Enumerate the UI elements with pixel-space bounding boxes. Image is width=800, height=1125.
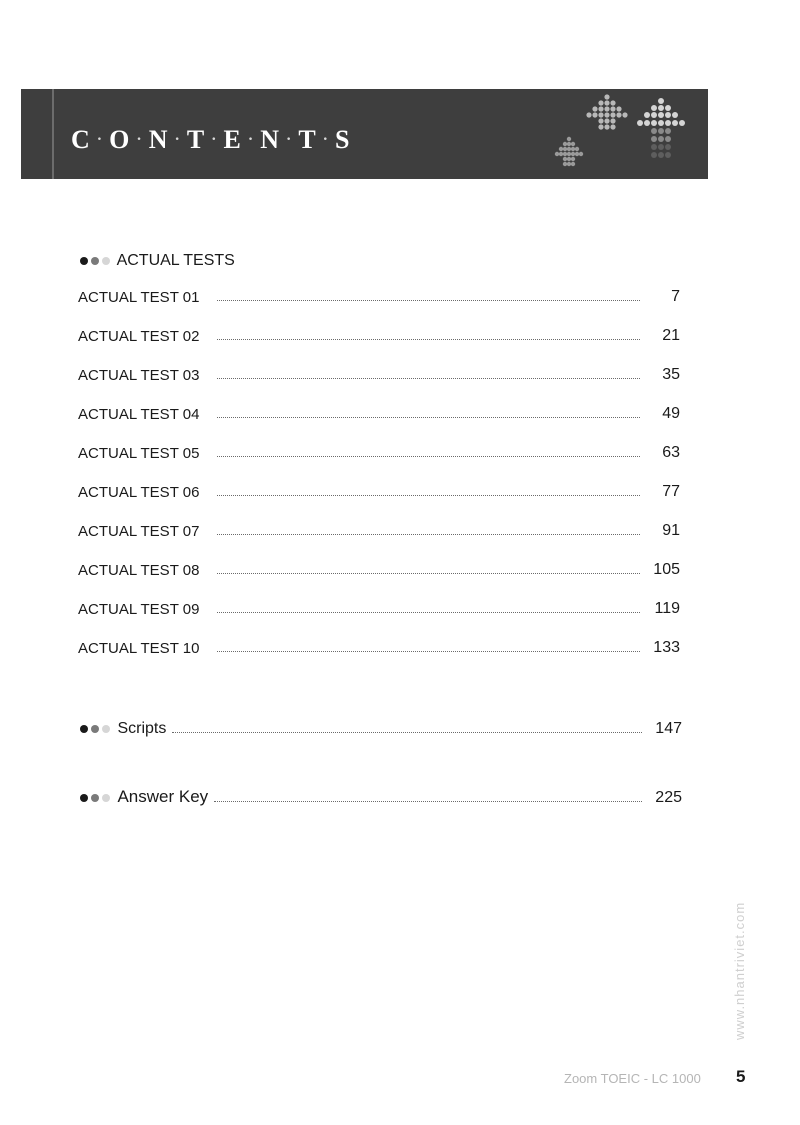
title-separator: · xyxy=(322,131,329,148)
toc-entry-label: ACTUAL TEST 04 xyxy=(78,406,200,423)
dot-leader xyxy=(217,611,640,613)
toc-row-answer-key[interactable] xyxy=(80,785,682,807)
title-separator: · xyxy=(136,131,142,148)
dot-leader xyxy=(217,377,640,379)
toc-entry-label: ACTUAL TEST 03 xyxy=(78,367,200,384)
toc-page-number: 133 xyxy=(653,639,680,656)
footer-book-title: Zoom TOEIC - LC 1000 xyxy=(564,1071,701,1086)
toc-entry-label: ACTUAL TEST 06 xyxy=(78,484,200,501)
title-letter: T xyxy=(298,125,316,154)
toc-page-number: 147 xyxy=(655,720,682,737)
toc-row-actual-test-03[interactable] xyxy=(78,362,680,384)
toc-entry-label: ACTUAL TEST 05 xyxy=(78,445,200,462)
title-separator: · xyxy=(174,131,180,148)
toc-entry-label: ACTUAL TEST 01 xyxy=(78,289,200,306)
dot-leader xyxy=(217,650,640,652)
toc-page-number: 225 xyxy=(655,789,682,806)
dot-leader xyxy=(217,338,640,340)
toc-entry-label: ACTUAL TEST 02 xyxy=(78,328,200,345)
title-letter: N xyxy=(260,125,279,154)
section-heading-label: ACTUAL TESTS xyxy=(116,252,235,270)
toc-row-actual-test-02[interactable] xyxy=(78,323,680,345)
toc-row-actual-test-07[interactable] xyxy=(78,518,680,540)
dot-leader xyxy=(217,494,640,496)
toc-entry-label: Scripts xyxy=(117,720,167,737)
title-separator: · xyxy=(285,131,292,148)
toc-row-actual-test-04[interactable] xyxy=(78,401,680,423)
footer-page-number: 5 xyxy=(736,1067,746,1086)
toc-entry-label-wrap xyxy=(80,787,208,807)
toc-entry-label: Answer Key xyxy=(117,787,209,806)
toc-entry-label: ACTUAL TEST 10 xyxy=(78,640,200,657)
toc-row-actual-test-01[interactable] xyxy=(78,284,680,306)
title-letter: C xyxy=(71,125,90,154)
title-separator: · xyxy=(247,131,254,148)
title-letter: E xyxy=(223,125,241,154)
toc-row-actual-test-08[interactable] xyxy=(78,557,680,579)
title-letter: O xyxy=(109,125,130,154)
toc-row-actual-test-09[interactable] xyxy=(78,596,680,618)
toc-row-actual-test-05[interactable] xyxy=(78,440,680,462)
dotted-arrows-decoration xyxy=(21,89,708,179)
title-separator: · xyxy=(211,131,217,148)
toc-page-number: 35 xyxy=(662,366,680,383)
section-heading-actual-tests xyxy=(80,252,235,270)
dot-leader xyxy=(217,533,640,535)
toc-page-number: 63 xyxy=(662,444,680,461)
dot-leader xyxy=(172,731,642,733)
toc-page-number: 105 xyxy=(653,561,680,578)
bullet-dots-icon xyxy=(80,789,113,807)
toc-page-number: 21 xyxy=(662,327,680,344)
dot-leader xyxy=(214,800,642,802)
dot-leader xyxy=(217,572,640,574)
toc-row-scripts[interactable] xyxy=(80,716,682,738)
toc-page-number: 7 xyxy=(671,288,680,305)
toc-page-number: 91 xyxy=(662,522,680,539)
toc-page-number: 119 xyxy=(654,600,680,617)
dot-leader xyxy=(217,416,640,418)
toc-row-actual-test-06[interactable] xyxy=(78,479,680,501)
toc-page-number: 77 xyxy=(662,483,680,500)
bullet-dots-icon xyxy=(80,252,113,270)
title-separator: · xyxy=(96,131,103,148)
dot-leader xyxy=(217,455,640,457)
bullet-dots-icon xyxy=(80,720,113,738)
toc-entry-label: ACTUAL TEST 08 xyxy=(78,562,200,579)
dot-leader xyxy=(217,299,640,301)
toc-entry-label: ACTUAL TEST 09 xyxy=(78,601,200,618)
title-letter: S xyxy=(335,125,350,154)
contents-banner xyxy=(21,89,708,179)
toc-entry-label: ACTUAL TEST 07 xyxy=(78,523,200,540)
toc-row-actual-test-10[interactable] xyxy=(78,635,680,657)
title-letter: T xyxy=(186,125,205,154)
watermark-text: www.nhantriviet.com xyxy=(732,901,747,1040)
toc-page-number: 49 xyxy=(662,405,680,422)
toc-entry-label-wrap xyxy=(80,720,166,738)
title-letter: N xyxy=(148,125,168,154)
